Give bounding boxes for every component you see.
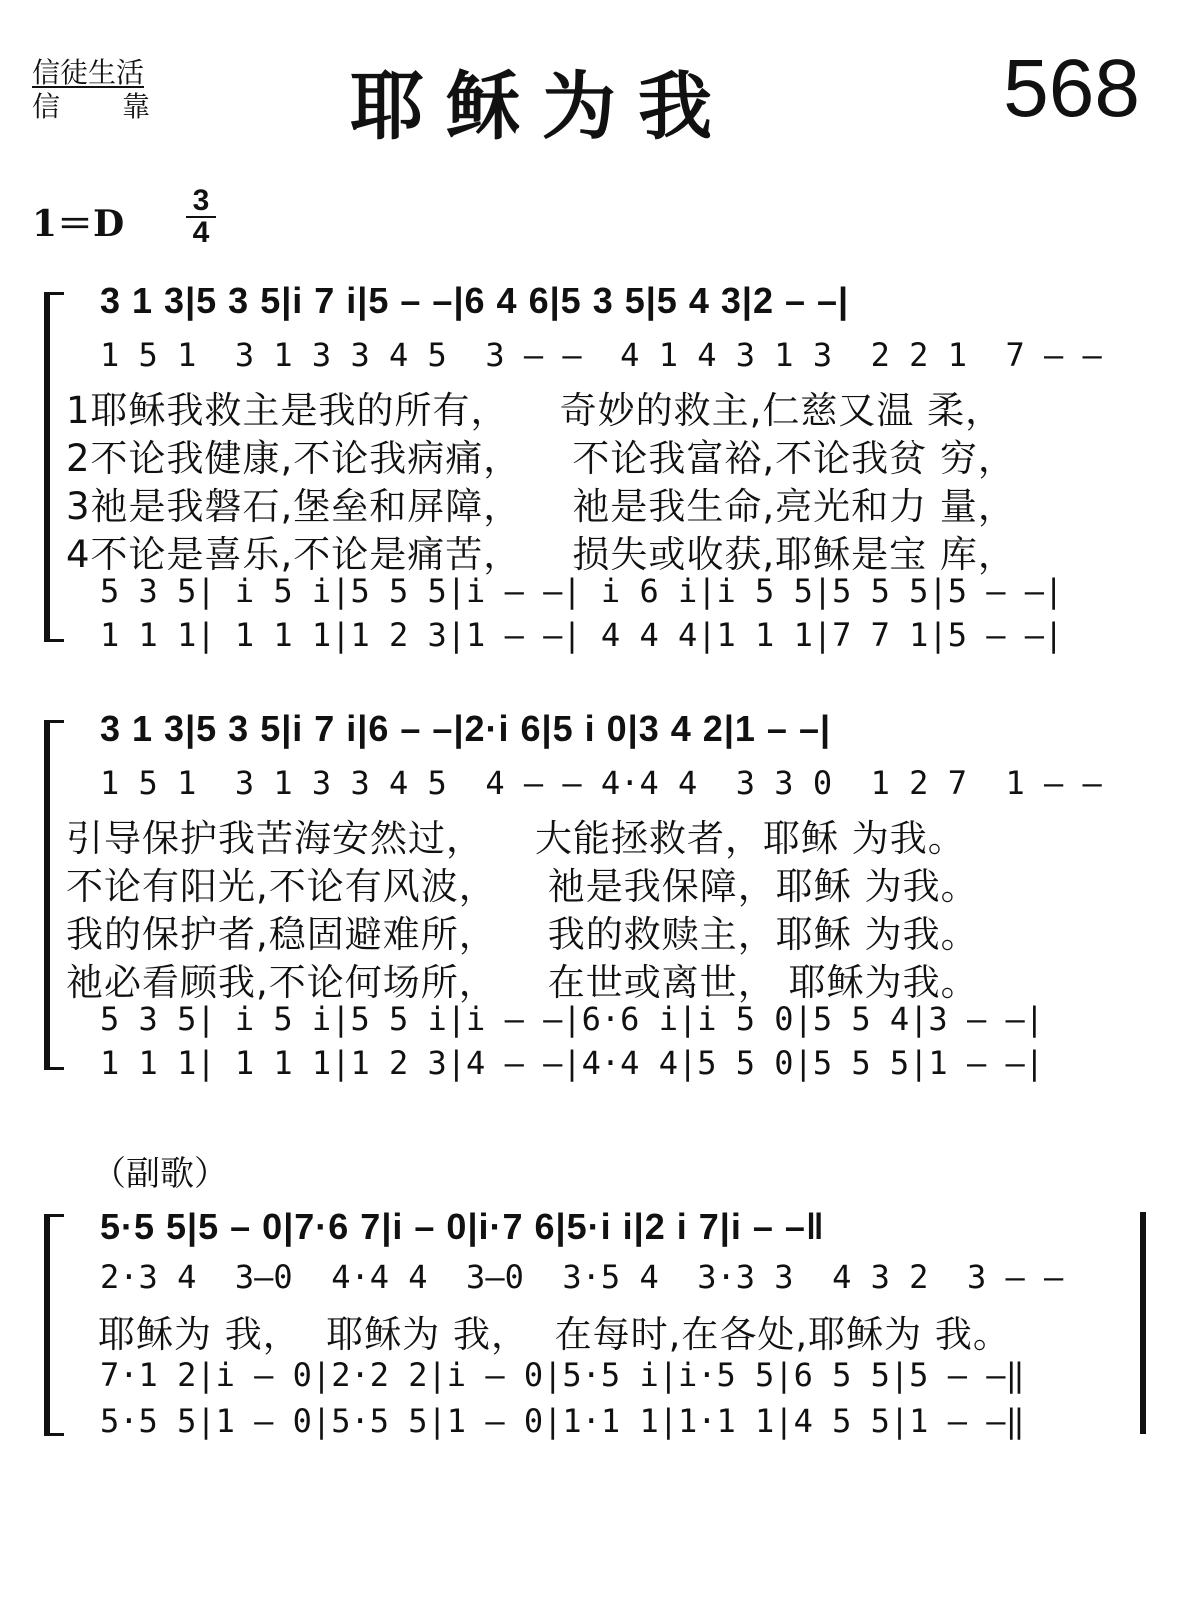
lyric-verse-2: 2不论我健康,不论我病痛， 不论我富裕,不论我贫 穷， <box>66 437 1016 480</box>
hymn-number: 568 <box>1003 43 1140 134</box>
melody-line: 5·5 5|5 – 0|7·6 7|i – 0|i·7 6|5·i i|2 i 7|i – –‖ <box>100 1206 825 1247</box>
time-numerator: 3 <box>186 186 216 218</box>
alto-line: 1 5 1 3 1 3 3 4 5 4 – – 4·4 4 3 3 0 1 2 7 1 – – <box>100 764 1102 802</box>
key-signature: 1＝D <box>32 203 125 245</box>
melody-line: 3 1 3|5 3 5|i 7 i|6 – –|2·i 6|5 i 0|3 4 2|1 – –| <box>100 708 832 749</box>
hymn-category <box>32 56 152 124</box>
alto-line: 1 5 1 3 1 3 3 4 5 3 – – 4 1 4 3 1 3 2 2 1 7 – – <box>100 336 1102 374</box>
lyric-verse-3: 3祂是我磐石,堡垒和屏障， 祂是我生命,亮光和力 量， <box>66 485 1016 528</box>
time-denominator: 4 <box>192 216 210 249</box>
lyric-verse-1: 1耶稣我救主是我的所有， 奇妙的救主,仁慈又温 柔， <box>66 389 1004 432</box>
final-barline <box>1140 1212 1146 1434</box>
lyric-chorus: 耶稣为 我， 耶稣为 我， 在每时,在各处,耶稣为 我。 <box>98 1313 1011 1356</box>
system-brace <box>44 292 64 642</box>
lyric-verse-2: 不论有阳光,不论有风波， 祂是我保障，耶稣 为我。 <box>66 865 979 908</box>
melody-line: 3 1 3|5 3 5|i 7 i|5 – –|6 4 6|5 3 5|5 4 3|2 – –| <box>100 280 850 321</box>
bass-line: 1 1 1| 1 1 1|1 2 3|4 – –|4·4 4|5 5 0|5 5 5|1 – –| <box>100 1044 1045 1082</box>
alto-line: 2·3 4 3–0 4·4 4 3–0 3·5 4 3·3 3 4 3 2 3 – – <box>100 1258 1064 1296</box>
tenor-line: 5 3 5| i 5 i|5 5 i|i – –|6·6 i|i 5 0|5 5 4|3 – –| <box>100 1000 1045 1038</box>
system-brace <box>44 720 64 1070</box>
system-brace <box>44 1214 64 1436</box>
lyric-verse-3: 我的保护者,稳固避难所， 我的救赎主，耶稣 为我。 <box>66 913 979 956</box>
time-signature <box>186 186 216 248</box>
bass-line: 1 1 1| 1 1 1|1 2 3|1 – –| 4 4 4|1 1 1|7 7 1|5 – –| <box>100 616 1064 654</box>
lyric-verse-4: 4不论是喜乐,不论是痛苦， 损失或收获,耶稣是宝 库， <box>66 533 1016 576</box>
tenor-line: 7·1 2|i – 0|2·2 2|i – 0|5·5 i|i·5 5|6 5 5|5 – –‖ <box>100 1356 1025 1394</box>
lyric-verse-4: 祂必看顾我,不论何场所， 在世或离世， 耶稣为我。 <box>66 961 979 1004</box>
category-line-1: 信徒生活 <box>32 56 145 89</box>
chorus-label: （副歌） <box>92 1154 228 1194</box>
bass-line: 5·5 5|1 – 0|5·5 5|1 – 0|1·1 1|1·1 1|4 5 5|1 – –‖ <box>100 1402 1025 1440</box>
tenor-line: 5 3 5| i 5 i|5 5 5|i – –| i 6 i|i 5 5|5 5 5|5 – –| <box>100 572 1064 610</box>
hymn-title: 耶稣为我 <box>350 64 734 150</box>
lyric-verse-1: 引导保护我苦海安然过， 大能拯救者，耶稣 为我。 <box>66 817 966 860</box>
category-line-2: 信 靠 <box>32 90 153 123</box>
